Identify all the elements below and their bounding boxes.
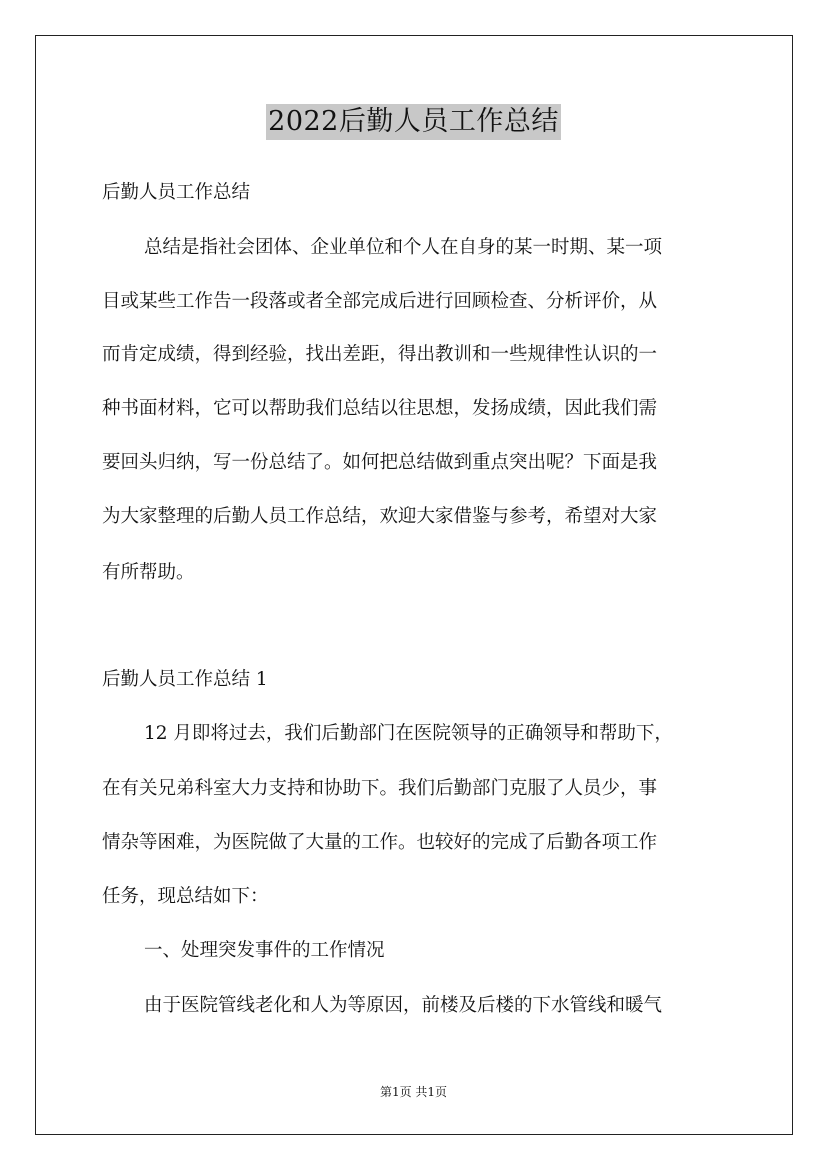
section-heading: 后勤人员工作总结 1 <box>102 669 268 690</box>
paragraph-line: 12 月即将过去，我们后勤部门在医院领导的正确领导和帮助下， <box>144 723 673 744</box>
title-wrap <box>0 104 827 140</box>
paragraph-line: 而肯定成绩，得到经验，找出差距，得出教训和一些规律性认识的一 <box>102 344 658 365</box>
paragraph-line: 目或某些工作告一段落或者全部完成后进行回顾检查、分析评价，从 <box>102 291 658 312</box>
paragraph-line: 总结是指社会团体、企业单位和个人在自身的某一时期、某一项 <box>144 237 663 258</box>
paragraph-line: 在有关兄弟科室大力支持和协助下。我们后勤部门克服了人员少，事 <box>102 778 658 799</box>
paragraph-line: 种书面材料，它可以帮助我们总结以往思想，发扬成绩，因此我们需 <box>102 398 658 419</box>
paragraph-line: 有所帮助。 <box>102 562 195 583</box>
document-title: 2022后勤人员工作总结 <box>266 104 561 140</box>
paragraph-line: 为大家整理的后勤人员工作总结，欢迎大家借鉴与参考，希望对大家 <box>102 506 658 527</box>
paragraph-line: 要回头归纳，写一份总结了。如何把总结做到重点突出呢？下面是我 <box>102 452 658 473</box>
section-heading: 后勤人员工作总结 <box>102 182 251 203</box>
subsection-title: 一、处理突发事件的工作情况 <box>144 940 385 961</box>
page-footer: 第1页 共1页 <box>379 1085 448 1099</box>
paragraph-line: 由于医院管线老化和人为等原因，前楼及后楼的下水管线和暖气 <box>144 995 663 1016</box>
paragraph-line: 任务，现总结如下： <box>102 886 269 907</box>
paragraph-line: 情杂等困难，为医院做了大量的工作。也较好的完成了后勤各项工作 <box>102 832 658 853</box>
